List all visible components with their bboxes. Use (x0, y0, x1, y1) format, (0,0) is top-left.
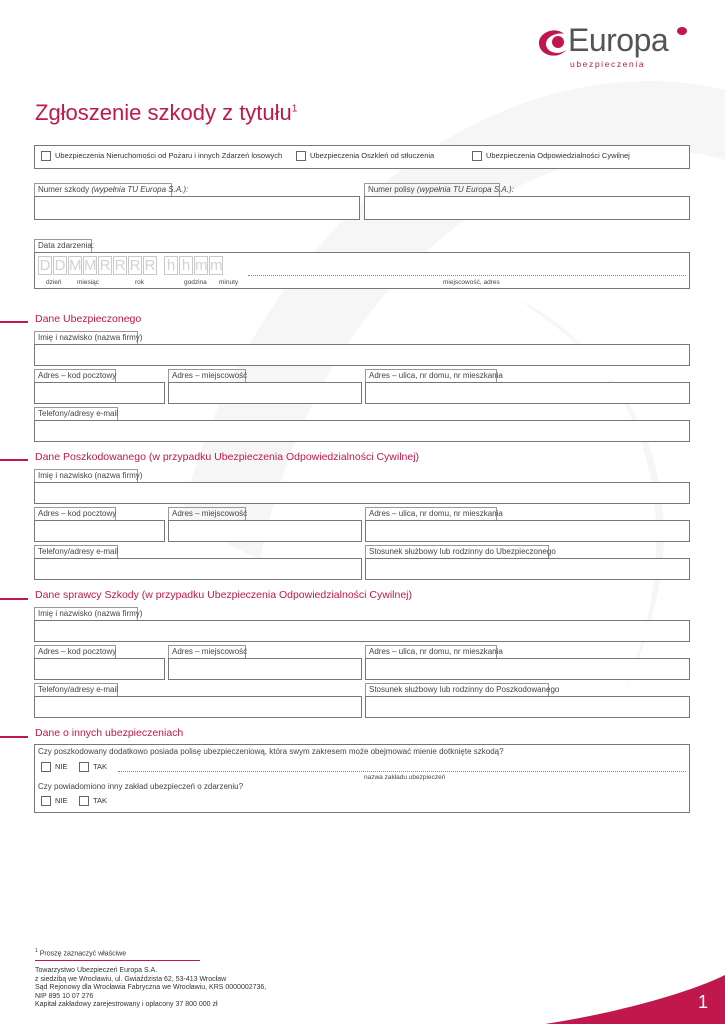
claim-number-label: Numer szkody (wypełnia TU Europa S.A.): (38, 185, 189, 194)
date-char[interactable]: R (129, 257, 141, 274)
minutes-sublabel: minuty (219, 279, 239, 286)
injured-street-label: Adres – ulica, nr domu, nr mieszkania (369, 509, 503, 518)
perpetrator-street-label: Adres – ulica, nr domu, nr mieszkania (369, 647, 503, 656)
section-bar (0, 598, 28, 600)
time-char[interactable]: m (195, 257, 208, 274)
q2-yes-option[interactable]: TAK (79, 796, 107, 806)
perpetrator-city-field[interactable] (168, 658, 362, 680)
injured-street-field[interactable] (365, 520, 690, 542)
perpetrator-name-label: Imię i nazwisko (nazwa firmy) (38, 609, 143, 618)
logo-swirl-icon (536, 28, 570, 60)
injured-heading: Dane Poszkodowanego (w przypadku Ubezpieczenia Odpowiedzialności Cywilnej) (35, 451, 420, 463)
insured-phone-field[interactable] (34, 420, 690, 442)
insurer-name-line[interactable] (118, 771, 686, 772)
date-char[interactable]: R (114, 257, 126, 274)
insurance-type-option[interactable]: Ubezpieczenia Oszkleń od stłuczenia (296, 151, 434, 161)
time-char[interactable]: m (210, 257, 223, 274)
month-sublabel: miesiąc (77, 279, 100, 286)
place-sublabel: miejscowość, adres (443, 279, 500, 286)
perpetrator-phone-field[interactable] (34, 696, 362, 718)
perpetrator-phone-label: Telefony/adresy e-mail (38, 685, 119, 694)
injured-city-field[interactable] (168, 520, 362, 542)
q1-no-option[interactable]: NIE (41, 762, 68, 772)
insured-phone-label: Telefony/adresy e-mail (38, 409, 119, 418)
date-char[interactable]: M (84, 257, 97, 274)
year-sublabel: rok (135, 279, 145, 286)
perpetrator-zip-label: Adres – kod pocztowy (38, 647, 117, 656)
checkbox[interactable] (296, 151, 306, 161)
perpetrator-city-label: Adres – miejscowość (172, 647, 248, 656)
hour-sublabel: godzina (184, 279, 207, 286)
perpetrator-zip-field[interactable] (34, 658, 165, 680)
date-char[interactable]: M (69, 257, 82, 274)
perpetrator-street-field[interactable] (365, 658, 690, 680)
checkbox[interactable] (472, 151, 482, 161)
injured-zip-field[interactable] (34, 520, 165, 542)
insured-city-label: Adres – miejscowość (172, 371, 248, 380)
logo-tagline: ubezpieczenia (570, 59, 646, 69)
policy-number-field[interactable] (364, 196, 690, 220)
place-line[interactable] (248, 275, 686, 276)
page-number: 1 (698, 992, 709, 1012)
perpetrator-relation-label: Stosunek służbowy lub rodzinny do Poszkodowanego (369, 685, 560, 694)
insured-heading: Dane Ubezpieczonego (35, 313, 142, 325)
injured-name-field[interactable] (34, 482, 690, 504)
insured-name-field[interactable] (34, 344, 690, 366)
company-info: Towarzystwo Ubezpieczeń Europa S.A. z siedzibą we Wrocławiu, ul. Gwiaździsta 62, 53-413 Wrocław Sąd Rejonowy dla Wrocławia Fabryczna we Wrocławiu, KRS 0000002736, NIP 895 10 07 276 Kapitał zakładowy zarejestrowany i opłacony 37 800 000 zł (35, 967, 267, 1009)
insured-name-label: Imię i nazwisko (nazwa firmy) (38, 333, 143, 342)
section-bar (0, 459, 28, 461)
event-date-label: Data zdarzenia: (38, 241, 95, 250)
section-bar (0, 321, 28, 323)
checkbox[interactable] (79, 762, 89, 772)
day-sublabel: dzień (46, 279, 62, 286)
injured-relation-label: Stosunek służbowy lub rodzinny do Ubezpieczonego (369, 547, 556, 556)
footnote: $^1$ Proszę zaznaczyć właściwe (35, 948, 127, 958)
checkbox[interactable] (41, 151, 51, 161)
question-2: Czy powiadomiono inny zakład ubezpieczeń o zdarzeniu? (38, 782, 244, 791)
insurance-type-option[interactable]: Ubezpieczenia Nieruchomości od Pożaru i innych Zdarzeń losowych (41, 151, 282, 161)
policy-number-label: Numer polisy (wypełnia TU Europa S.A.): (368, 185, 514, 194)
checkbox[interactable] (41, 762, 51, 772)
perpetrator-name-field[interactable] (34, 620, 690, 642)
q2-no-option[interactable]: NIE (41, 796, 68, 806)
insured-zip-field[interactable] (34, 382, 165, 404)
q1-yes-option[interactable]: TAK (79, 762, 107, 772)
checkbox[interactable] (41, 796, 51, 806)
injured-name-label: Imię i nazwisko (nazwa firmy) (38, 471, 143, 480)
injured-zip-label: Adres – kod pocztowy (38, 509, 117, 518)
insured-street-label: Adres – ulica, nr domu, nr mieszkania (369, 371, 503, 380)
injured-relation-field[interactable] (365, 558, 690, 580)
date-char[interactable]: D (54, 257, 66, 274)
insured-street-field[interactable] (365, 382, 690, 404)
logo (536, 24, 696, 70)
logo-dot-icon (676, 26, 688, 36)
injured-phone-label: Telefony/adresy e-mail (38, 547, 119, 556)
question-1: Czy poszkodowany dodatkowo posiada polisę ubezpieczeniową, która swym zakresem może obejmować mienie dotknięte szkodą? (38, 747, 504, 756)
footer-divider (35, 960, 200, 961)
section-bar (0, 736, 28, 738)
insurer-name-sublabel: nazwa zakładu ubezpieczeń (364, 774, 446, 781)
insurance-type-option[interactable]: Ubezpieczenia Odpowiedzialności Cywilnej (472, 151, 630, 161)
perpetrator-heading: Dane sprawcy Szkody (w przypadku Ubezpieczenia Odpowiedzialności Cywilnej) (35, 589, 413, 601)
injured-phone-field[interactable] (34, 558, 362, 580)
other-insurance-heading: Dane o innych ubezpieczeniach (35, 727, 184, 739)
time-char[interactable]: h (164, 256, 178, 275)
date-char[interactable]: D (39, 257, 51, 274)
time-char[interactable]: h (179, 256, 193, 275)
page-title: Zgłoszenie szkody z tytułu$^1$ (35, 100, 298, 125)
date-char[interactable]: R (144, 257, 156, 274)
logo-name: Europa (568, 22, 669, 58)
perpetrator-relation-field[interactable] (365, 696, 690, 718)
checkbox[interactable] (79, 796, 89, 806)
claim-number-field[interactable] (34, 196, 360, 220)
insured-city-field[interactable] (168, 382, 362, 404)
date-char[interactable]: R (99, 257, 111, 274)
insured-zip-label: Adres – kod pocztowy (38, 371, 117, 380)
event-date-time-input[interactable] (38, 256, 224, 275)
injured-city-label: Adres – miejscowość (172, 509, 248, 518)
